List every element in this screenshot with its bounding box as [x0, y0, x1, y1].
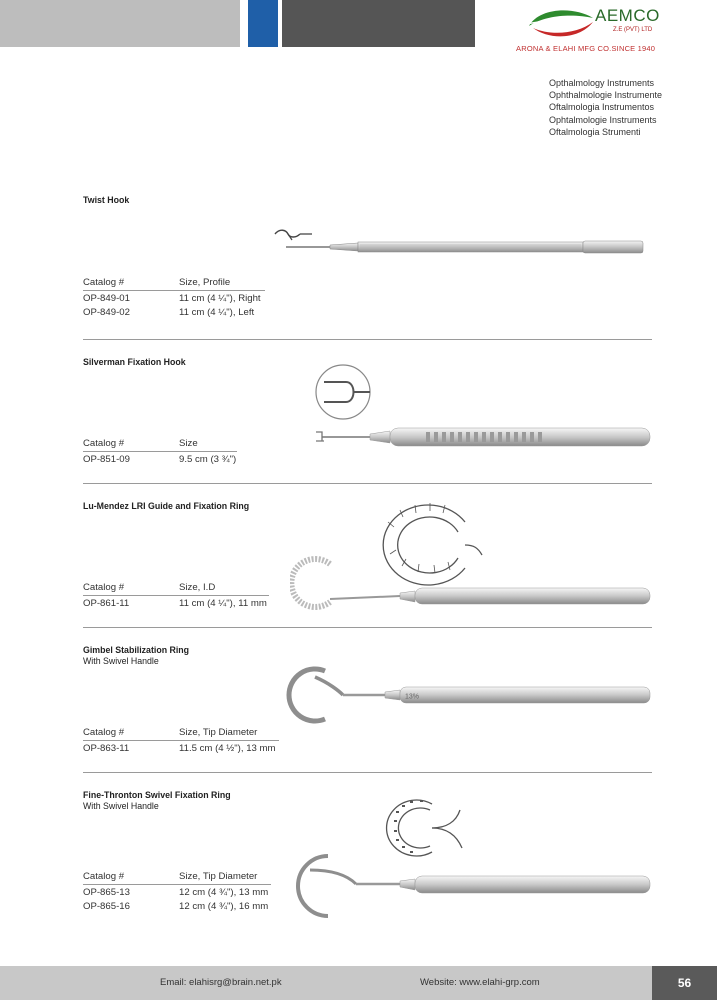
header-bar-dark	[282, 0, 475, 47]
size-value: 12 cm (4 ¾"), 13 mm	[179, 887, 269, 898]
section-title: Fine-Thronton Swivel Fixation Ring	[83, 790, 231, 800]
language-line: Opthalmology Instruments	[549, 78, 655, 88]
section-title: Lu-Mendez LRI Guide and Fixation Ring	[83, 501, 250, 511]
table-rule	[83, 451, 237, 452]
silverman-hook-illustration	[310, 362, 655, 457]
brand-name: AEMCO	[595, 6, 660, 25]
footer-website[interactable]: Website: www.elahi-grp.com	[420, 977, 540, 988]
page-footer	[0, 966, 717, 1000]
language-line: Ophtalmologie Instruments	[549, 114, 657, 125]
language-line: Oftalmologia Instrumentos	[549, 102, 655, 113]
footer-email[interactable]: Email: elahisrg@brain.net.pk	[160, 977, 282, 988]
section-divider	[83, 339, 652, 340]
size-value: 11 cm (4 ¼"), 11 mm	[179, 598, 267, 609]
catalog-number: OP-865-13	[83, 887, 130, 898]
category-languages	[549, 77, 662, 138]
catalog-number: OP-863-11	[83, 743, 130, 754]
section-divider	[83, 772, 652, 773]
catalog-column-header: Catalog #	[83, 438, 125, 449]
size-column-header: Size, Tip Diameter	[179, 871, 258, 882]
catalog-column-header: Catalog #	[83, 727, 125, 738]
table-rule	[83, 290, 265, 291]
table-rule	[83, 595, 269, 596]
section-title: Twist Hook	[83, 195, 130, 205]
header-bar-blue	[248, 0, 278, 47]
catalog-number: OP-849-02	[83, 306, 130, 318]
section-divider	[83, 627, 652, 628]
brand-subname: Z.E (PVT) LTD	[613, 27, 653, 33]
size-column-header: Size, Profile	[179, 277, 231, 288]
size-value: 9.5 cm (3 ¾")	[179, 454, 237, 465]
catalog-number: OP-849-01	[83, 293, 130, 304]
language-line: Ophthalmologie Instrumente	[549, 90, 663, 101]
section-divider	[83, 483, 652, 484]
leaf-logo-icon	[525, 6, 595, 44]
size-column-header: Size	[179, 438, 198, 449]
size-column-header: Size, I.D	[179, 582, 216, 593]
section-subtitle: With Swivel Handle	[83, 656, 159, 666]
section-title: Gimbel Stabilization Ring	[83, 645, 190, 655]
catalog-column-header: Catalog #	[83, 582, 125, 593]
catalog-number: OP-861-11	[83, 598, 130, 609]
size-value: 12 cm (4 ¾"), 16 mm	[179, 900, 269, 912]
language-line: Oftalmologia Strumenti	[549, 126, 641, 137]
brand-tagline: ARONA & ELAHI MFG CO.SINCE 1940	[516, 44, 656, 53]
lu-mendez-ring-illustration	[290, 492, 655, 617]
gimbel-ring-illustration	[285, 665, 655, 725]
size-value: 11 cm (4 ¼"), Left	[179, 306, 255, 318]
catalog-number: OP-865-16	[83, 900, 130, 912]
size-value: 11 cm (4 ¼"), Right	[179, 293, 261, 304]
table-rule	[83, 884, 271, 885]
handle-size-mark: 13%	[405, 693, 420, 701]
page-number: 56	[652, 966, 717, 1000]
catalog-column-header: Catalog #	[83, 871, 125, 882]
twist-hook-illustration	[270, 222, 655, 267]
brand-logo	[516, 6, 695, 58]
table-rule	[83, 740, 279, 741]
catalog-number: OP-851-09	[83, 454, 130, 465]
section-subtitle: With Swivel Handle	[83, 801, 159, 811]
size-value: 11.5 cm (4 ½"), 13 mm	[179, 743, 276, 754]
fine-thronton-ring-illustration	[290, 780, 655, 920]
catalog-column-header: Catalog #	[83, 277, 125, 288]
size-column-header: Size, Tip Diameter	[179, 727, 258, 738]
header-bar-gray	[0, 0, 240, 47]
section-title: Silverman Fixation Hook	[83, 357, 186, 367]
